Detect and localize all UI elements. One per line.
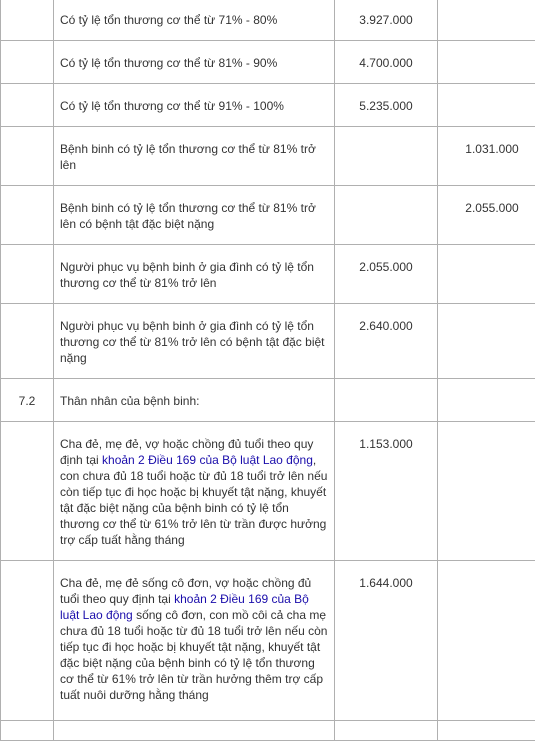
- amount-cell: 2.055.000: [335, 245, 438, 304]
- table-row: [1, 186, 535, 245]
- table-row: [1, 0, 535, 41]
- amount-cell: [335, 186, 438, 245]
- table-row: [1, 127, 535, 186]
- benefits-table-body: [1, 0, 535, 741]
- stt-cell: [1, 422, 54, 561]
- amount-cell: 1.153.000: [335, 422, 438, 561]
- amount-cell: [335, 379, 438, 422]
- description-cell: Có tỷ lệ tổn thương cơ thể từ 81% - 90%: [54, 41, 335, 84]
- amount-cell-2: [438, 379, 535, 422]
- amount-cell-2: [438, 41, 535, 84]
- table-row: [1, 84, 535, 127]
- table-row: [1, 379, 535, 422]
- description-cell: Có tỷ lệ tổn thương cơ thể từ 91% - 100%: [54, 84, 335, 127]
- description-cell: Cha đẻ, mẹ đẻ sống cô đơn, vợ hoặc chồng đủ tuổi theo quy định tại khoản 2 Điều 169 của Bộ luật Lao động sống cô đơn, con mồ côi cả cha mẹ chưa đủ 18 tuổi hoặc từ đủ 18 tuổi trở lên nếu còn tiếp tục đi học hoặc bị khuyết tật nặng, khuyết tật đặc biệt nặng của bệnh binh có tỷ lệ tổn thương cơ thể từ 61% trở lên từ trần hưởng thêm trợ cấp tuất nuôi dưỡng hằng tháng: [54, 561, 335, 721]
- description-cell: Người phục vụ bệnh binh ở gia đình có tỷ lệ tổn thương cơ thể từ 81% trở lên có bệnh tật đặc biệt nặng: [54, 304, 335, 379]
- stt-cell: [1, 561, 54, 721]
- description-cell: Cha đẻ, mẹ đẻ, vợ hoặc chồng đủ tuổi theo quy định tại khoản 2 Điều 169 của Bộ luật Lao động, con chưa đủ 18 tuổi hoặc từ đủ 18 tuổi trở lên nếu còn tiếp tục đi học hoặc bị khuyết tật nặng, khuyết tật đặc biệt nặng của bệnh binh có tỷ lệ tổn thương cơ thể từ 61% trở lên từ trần được hưởng trợ cấp tuất hằng tháng: [54, 422, 335, 561]
- table-row: [1, 721, 535, 741]
- stt-cell: [1, 84, 54, 127]
- stt-cell: [1, 186, 54, 245]
- law-reference-link[interactable]: khoản 2 Điều 169 của Bộ luật Lao động: [60, 592, 309, 622]
- table-row: [1, 41, 535, 84]
- amount-cell-2: [438, 304, 535, 379]
- stt-cell: [1, 0, 54, 41]
- stt-cell: [1, 304, 54, 379]
- stt-cell: [1, 41, 54, 84]
- amount-cell: 5.235.000: [335, 84, 438, 127]
- amount-cell-2: [438, 422, 535, 561]
- law-reference-link[interactable]: khoản 2 Điều 169 của Bộ luật Lao động: [102, 453, 313, 467]
- stt-cell: [1, 245, 54, 304]
- amount-cell: 2.640.000: [335, 304, 438, 379]
- table-row: [1, 422, 535, 561]
- amount-cell-2: [438, 245, 535, 304]
- stt-cell: [1, 127, 54, 186]
- description-cell: Bệnh binh có tỷ lệ tổn thương cơ thể từ 81% trở lên có bệnh tật đặc biệt nặng: [54, 186, 335, 245]
- amount-cell: [335, 127, 438, 186]
- table-row: [1, 304, 535, 379]
- amount-cell: 4.700.000: [335, 41, 438, 84]
- amount-cell-2: [438, 561, 535, 721]
- description-cell: Người phục vụ bệnh binh ở gia đình có tỷ lệ tổn thương cơ thể từ 81% trở lên: [54, 245, 335, 304]
- table-row: [1, 561, 535, 721]
- amount-cell: 1.644.000: [335, 561, 438, 721]
- description-cell: Bệnh binh có tỷ lệ tổn thương cơ thể từ 81% trở lên: [54, 127, 335, 186]
- amount-cell-2: 2.055.000: [438, 186, 535, 245]
- amount-cell-2: [438, 84, 535, 127]
- stt-cell: 7.2: [1, 379, 54, 422]
- amount-cell-2: 1.031.000: [438, 127, 535, 186]
- description-cell: Có tỷ lệ tổn thương cơ thể từ 71% - 80%: [54, 0, 335, 41]
- amount-cell-2: [438, 0, 535, 41]
- description-cell: Thân nhân của bệnh binh:: [54, 379, 335, 422]
- amount-cell: 3.927.000: [335, 0, 438, 41]
- table-row: [1, 245, 535, 304]
